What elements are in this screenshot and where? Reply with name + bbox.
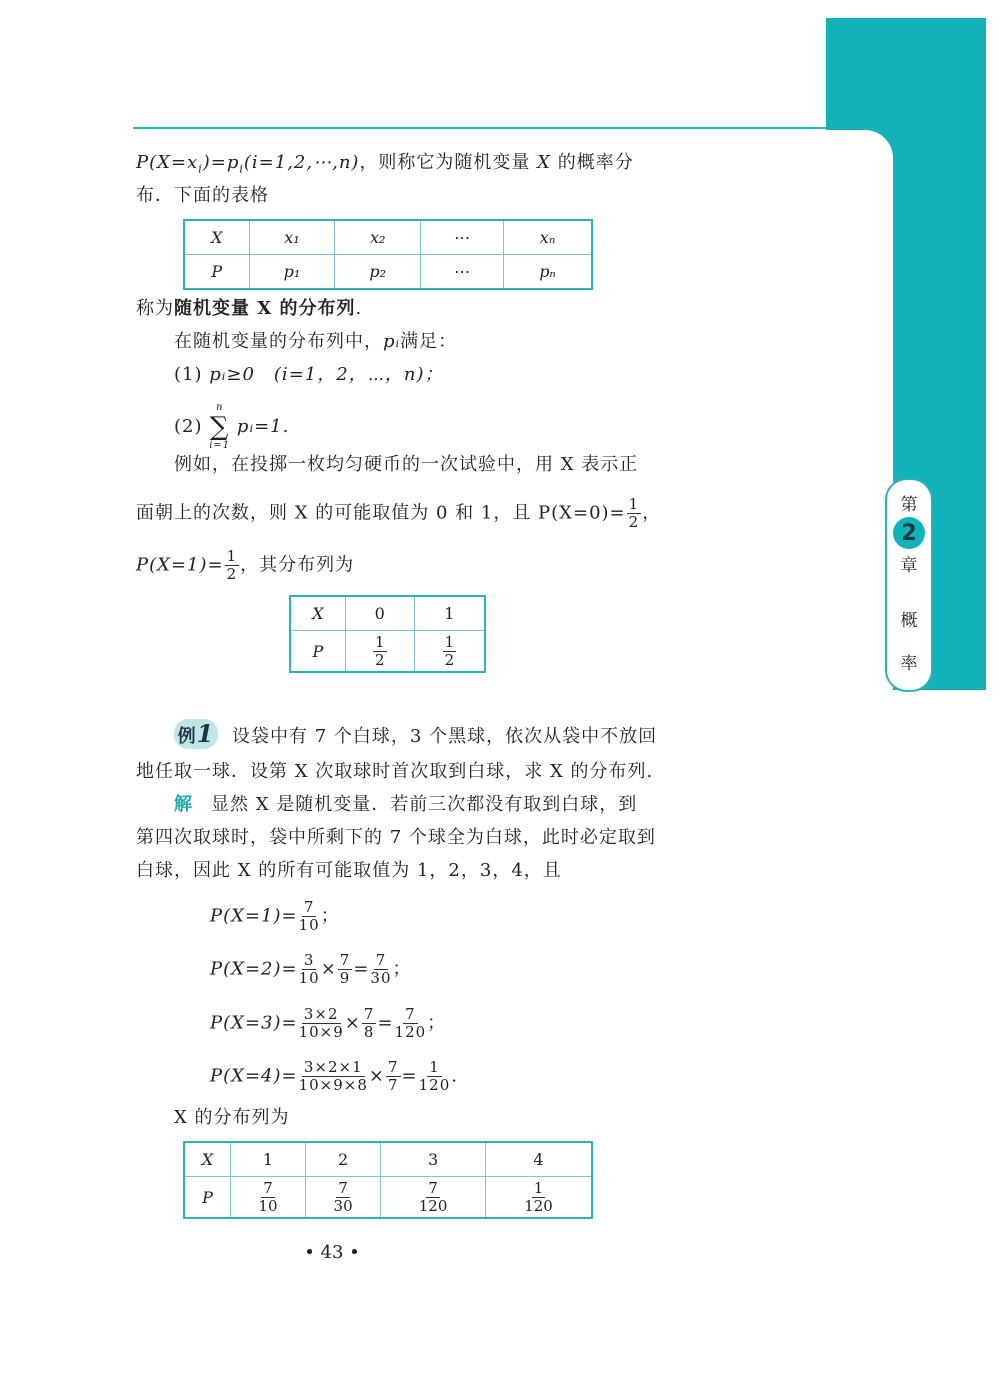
coin-example-line-2: 面朝上的次数，则 X 的可能取值为 0 和 1，且 P(X=0)= $\frac{1}{2}$ ， [136,495,662,531]
fraction: $\frac{7}{10}$ [298,898,320,934]
table-cell [306,1177,381,1219]
intro-line-2: 布．下面的表格 [136,185,269,206]
fraction: $\frac{7}{8}$ [363,1005,375,1041]
fraction: $\frac{7}{9}$ [339,951,351,987]
table-cell: x₁ [249,220,335,255]
table-cell: 4 [486,1142,592,1177]
table-cell: xₙ [504,220,592,255]
fraction: $\frac{7}{120}$ [394,1005,427,1041]
probability-equation: P(X=3)= $\frac{3\times 2}{10\times 9}$ × $\frac{7}{8}$ = $\frac{7}{120}$ ； [210,1005,447,1041]
table-cell [486,1177,592,1219]
table-cell: 1 [414,596,485,631]
table-row [184,220,592,255]
table-cell: pₙ [504,255,592,290]
solution-label: 解 [174,794,193,815]
general-distribution-table [183,219,593,290]
probability-equation: P(X=2)= $\frac{3}{10}$ × $\frac{7}{9}$ = $\frac{7}{30}$ ； [210,951,412,987]
page-number: • 43 • [304,1242,360,1263]
table-cell: x₂ [335,220,421,255]
solution-line-2: 第四次取球时，袋中所剩下的 7 个球全为白球，此时必定取到 [136,827,656,848]
header-rule [133,127,826,129]
conclusion-line: X 的分布列为 [174,1107,290,1128]
example-badge: 例1 [174,719,218,749]
fraction: $\frac{1}{120}$ [524,1178,553,1215]
summation-symbol: n ∑ i=1 [209,402,231,451]
table-row [184,1142,592,1177]
table-cell: ⋯ [421,255,504,290]
coin-example-line-1: 例如，在投掷一枚均匀硬币的一次试验中，用 X 表示正 [174,454,639,475]
row-header: P [290,631,345,673]
fraction: $\frac{3}{10}$ [298,951,320,987]
fraction: $\frac{7}{30}$ [333,1178,353,1215]
table-cell [381,1177,486,1219]
table-cell: ⋯ [421,220,504,255]
fraction: $\frac{3\times 2}{10\times 9}$ [298,1005,344,1041]
intro-line-1: $P(X=x_i)=p_i(i=1,2,\cdots,n)$，则称它为随机变量 X 的概率分 [136,152,634,176]
example-distribution-table [183,1141,593,1219]
probability-equation: P(X=4)= $\frac{3\times 2\times 1}{10\times 9\times 8}$ × $\frac{7}{7}$ = $\frac{1}{120}$ . [210,1058,459,1094]
fraction: $\frac{7}{30}$ [370,951,392,987]
coin-distribution-table [289,595,486,673]
solution-line-3: 白球，因此 X 的所有可能取值为 1，2，3，4，且 [136,860,562,881]
conditions-intro: 在随机变量的分布列中，pᵢ满足： [174,331,458,352]
example-1-line-2: 地任取一球．设第 X 次取球时首次取到白球，求 X 的分布列. [136,761,654,782]
row-header: P [184,1177,230,1219]
fraction: $\frac{1}{2}$ [444,632,455,669]
chapter-prefix: 第 [900,495,918,515]
probability-equation: P(X=1)= $\frac{7}{10}$ ； [210,898,340,934]
chapter-title-char: 率 [900,654,918,674]
row-header: X [184,220,249,255]
fraction: $\frac{7}{10}$ [258,1178,278,1215]
table-cell [345,631,414,673]
defined-term: 随机变量 X 的分布列 [174,298,356,319]
coin-example-line-3: P(X=1)= $\frac{1}{2}$ ，其分布列为 [136,547,355,583]
table-cell: 2 [306,1142,381,1177]
definition-line: 称为随机变量 X 的分布列. [136,298,363,319]
row-header: X [290,596,345,631]
fraction: $\frac{7}{120}$ [418,1178,448,1215]
chapter-number: 2 [893,517,925,549]
table-row [184,255,592,290]
table-cell [414,631,485,673]
table-cell: p₂ [335,255,421,290]
row-header: P [184,255,249,290]
example-1-line-1: 例1 设袋中有 7 个白球，3 个黑球，依次从袋中不放回 [174,719,657,749]
chapter-title-char: 概 [900,611,918,631]
table-cell [230,1177,305,1219]
fraction: $\frac{3\times 2\times 1}{10\times 9\times 8}$ [298,1058,368,1094]
table-row [290,596,485,631]
solution-line-1: 解 显然 X 是随机变量．若前三次都没有取到白球，到 [174,794,638,815]
row-header: X [184,1142,230,1177]
table-cell: 3 [381,1142,486,1177]
condition-1: (1) pᵢ≥0 (i=1，2，⋯，n)； [174,364,444,385]
chapter-suffix: 章 [900,556,918,576]
table-row [184,1177,592,1219]
table-row [290,631,485,673]
condition-2: (2) n ∑ i=1 pᵢ=1. [174,402,290,451]
table-cell: 1 [230,1142,305,1177]
table-cell: 0 [345,596,414,631]
fraction: $\frac{1}{2}$ [374,632,385,669]
table-cell: p₁ [249,255,335,290]
chapter-side-tab [885,478,933,692]
fraction: $\frac{1}{120}$ [418,1058,451,1094]
fraction: $\frac{7}{7}$ [388,1058,399,1094]
